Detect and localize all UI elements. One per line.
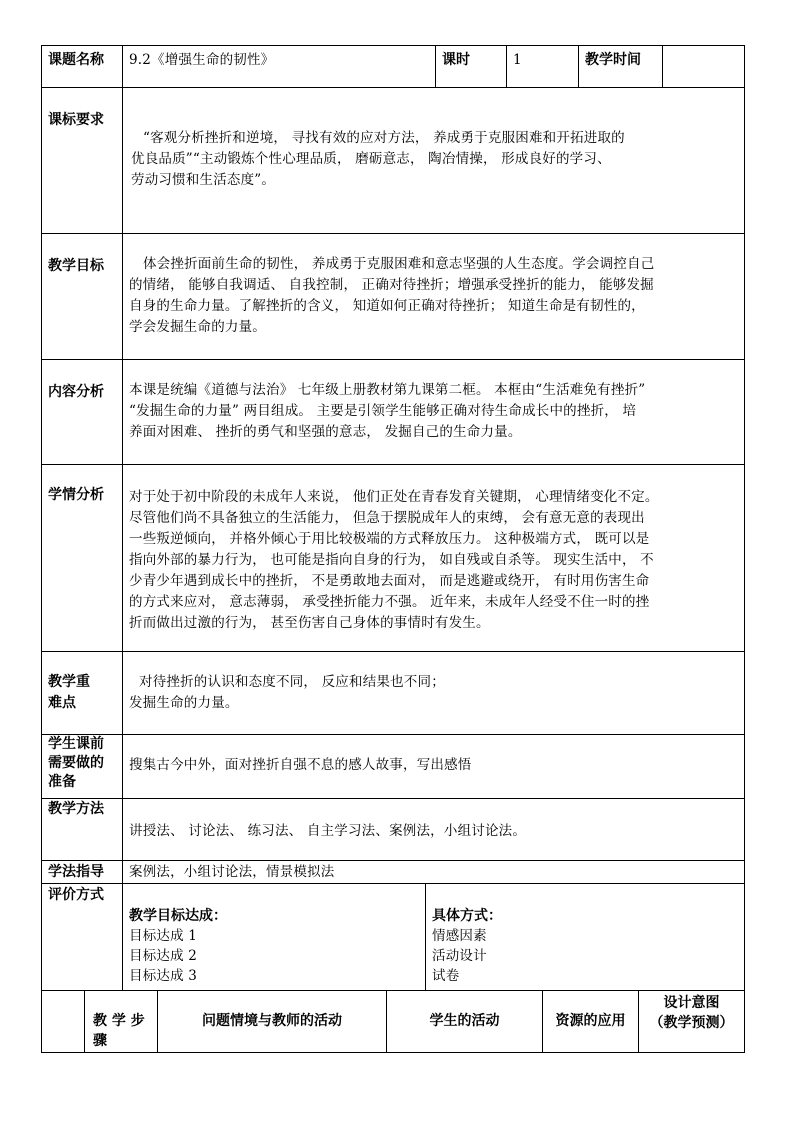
keypoints-line: 发掘生命的力量。: [129, 695, 239, 711]
keypoints-label: [41, 651, 123, 735]
steps-header: [84, 990, 158, 1053]
keypoints-label-line: 教学重: [48, 674, 90, 690]
keypoints-label-line: 难点: [48, 695, 76, 711]
learner-line: 折而做出过激的行为， 甚至伤害自己身体的事情时有发生。: [129, 615, 490, 631]
steps-header-line: 骤: [93, 1033, 107, 1049]
goal-label: 教学目标: [41, 233, 123, 360]
content-text: [122, 359, 745, 465]
method-label: 教学方法: [41, 798, 123, 861]
goal-text: [122, 233, 745, 360]
content-label: 内容分析: [41, 359, 123, 465]
prep-label-line: 需要做的: [48, 755, 104, 771]
keypoints-line: 对待挫折的认识和态度不同， 反应和结果也不同；: [139, 674, 445, 690]
evaluation-right: [425, 883, 745, 991]
content-line: 养面对困难、 挫折的勇气和坚强的意志， 发掘自己的生命力量。: [129, 424, 522, 440]
goal-line: 体会挫折面前生命的韧性， 养成勇于克服困难和意志坚强的人生态度。学会调控自己: [143, 256, 655, 272]
standard-text: [122, 87, 745, 234]
learner-line: 指向外部的暴力行为， 也可能是指向自身的行为， 如自残或自杀等。 现实生活中， 不: [129, 552, 654, 568]
steps-blank: [41, 990, 85, 1053]
content-line: 本课是统编《道德与法治》 七年级上册教材第九课第二框。 本框由“生活难免有挫折”: [129, 382, 646, 398]
time-label: 教学时间: [578, 45, 663, 88]
evaluation-right-heading: 具体方式：: [432, 908, 502, 924]
standard-line: 劳动习惯和生活态度”。: [131, 172, 276, 188]
period-label: 课时: [435, 45, 507, 88]
keypoints-text: [122, 651, 745, 735]
goal-line: 的情绪， 能够自我调适、 自我控制， 正确对待挫折；增强承受挫折的能力， 能够发掘: [129, 277, 654, 293]
teacher-activity-header: 问题情境与教师的活动: [157, 990, 387, 1053]
prep-text: 搜集古今中外，面对挫折自强不息的感人故事，写出感悟: [122, 734, 745, 799]
design-intent-line: （教学预测）: [649, 1015, 734, 1031]
title-label: 课题名称: [41, 45, 123, 88]
student-activity-header: 学生的活动: [386, 990, 543, 1053]
learner-line: 的方式来应对， 意志薄弱， 承受挫折能力不强。 近年来，未成年人经受不住一时的挫: [129, 594, 650, 610]
design-intent-line: 设计意图: [663, 995, 720, 1011]
evaluation-right-item: 活动设计: [432, 948, 487, 964]
guide-label: 学法指导: [41, 860, 123, 884]
evaluation-left-heading: 教学目标达成：: [129, 908, 227, 924]
learner-line: 尽管他们尚不具备独立的生活能力， 但急于摆脱成年人的束缚， 会有意无意的表现出: [129, 510, 645, 526]
evaluation-right-item: 试卷: [432, 968, 460, 984]
evaluation-left: [122, 883, 426, 991]
lesson-plan-table: [41, 45, 745, 1053]
standard-line: “客观分析挫折和逆境， 寻找有效的应对方法， 养成勇于克服困难和开拓进取的: [143, 130, 625, 146]
evaluation-left-item: 目标达成 1: [129, 928, 198, 944]
content-line: “发掘生命的力量” 两目组成。 主要是引领学生能够正确对待生命成长中的挫折， 培: [129, 403, 637, 419]
evaluation-right-item: 情感因素: [432, 928, 487, 944]
learner-label: 学情分析: [41, 464, 123, 652]
learner-text: [122, 464, 745, 652]
design-intent-header: [638, 990, 745, 1053]
goal-line: 自身的生命力量。了解挫折的含义， 知道如何正确对待挫折； 知道生命是有韧性的，: [129, 298, 645, 314]
evaluation-label: 评价方式: [41, 883, 123, 991]
standard-label: 课标要求: [41, 87, 123, 234]
learner-line: 一些叛逆倾向， 并格外倾心于用比较极端的方式释放压力。 这种极端方式， 既可以是: [129, 531, 650, 547]
learner-line: 少青少年遇到成长中的挫折， 不是勇敢地去面对， 而是逃避或绕开， 有时用伤害生命: [129, 573, 650, 589]
time-value: [662, 45, 745, 88]
prep-label-line: 学生课前: [48, 736, 104, 752]
evaluation-left-item: 目标达成 2: [129, 948, 198, 964]
learner-line: 对于处于初中阶段的未成年人来说， 他们正处在青春发育关键期， 心理情绪变化不定。: [129, 489, 659, 505]
goal-line: 学会发掘生命的力量。: [129, 319, 266, 335]
method-text: 讲授法、 讨论法、 练习法、 自主学习法、案例法，小组讨论法。: [122, 798, 745, 861]
standard-line: 优良品质”“主动锻炼个性心理品质， 磨砺意志， 陶冶情操， 形成良好的学习、: [131, 151, 611, 167]
prep-label-line: 准备: [48, 774, 76, 790]
prep-label: [41, 734, 123, 799]
steps-header-line: 教 学 步: [93, 1013, 145, 1029]
period-value: 1: [506, 45, 579, 88]
evaluation-left-item: 目标达成 3: [129, 968, 198, 984]
guide-text: 案例法，小组讨论法，情景模拟法: [122, 860, 745, 884]
resource-header: 资源的应用: [542, 990, 639, 1053]
title-value: 9.2《增强生命的韧性》: [122, 45, 436, 88]
